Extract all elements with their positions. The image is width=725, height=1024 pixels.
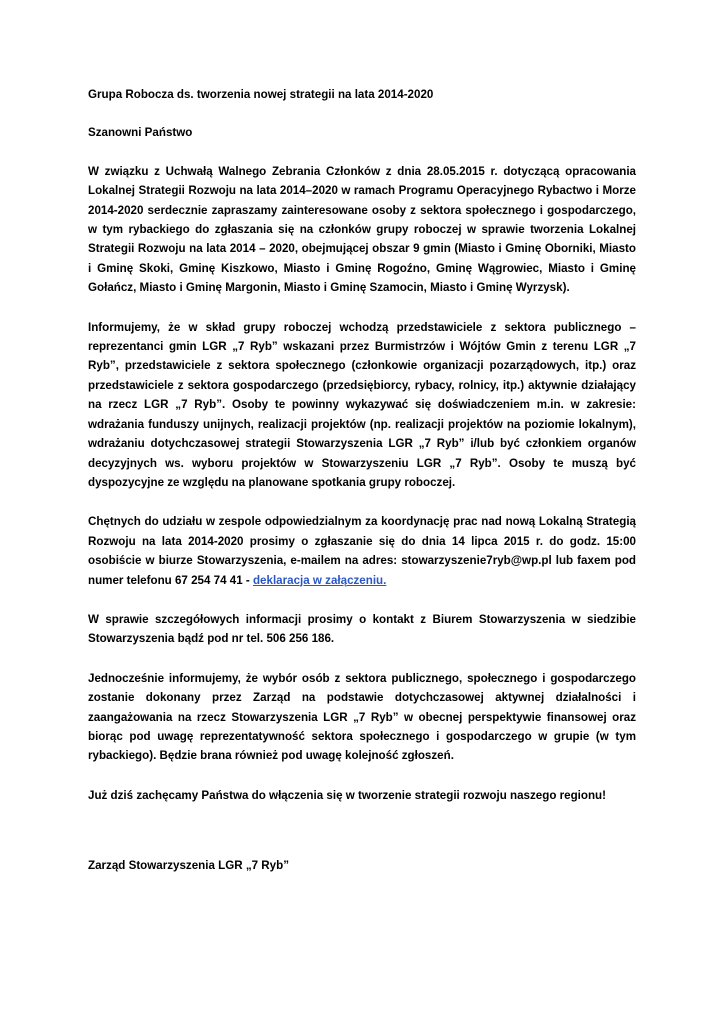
paragraph-application-text: Chętnych do udziału w zespole odpowiedzialnym za koordynację prac nad nową Lokalną Strategią Rozwoju na lata 2014-2020 prosimy o zgłaszanie się do dnia 14 lipca 2015 r. do godz. 15:00 osobiście w biurze Stowarzyszenia, e-mailem na adres: stowarzyszenie7ryb@wp.pl lub faxem pod numer telefonu 67 254 74 41 - [88,515,636,587]
paragraph-composition: Informujemy, że w skład grupy roboczej wchodzą przedstawiciele z sektora publicznego – reprezentanci gmin LGR „7 Ryb” wskazani przez Burmistrzów i Wójtów Gmin z terenu LGR „7 Ryb”, przedstawiciele z sektora społecznego (członkowie organizacji pozarządowych, itp.) oraz przedstawiciele z sektora gospodarczego (przedsiębiorcy, rybacy, rolnicy, itp.) aktywnie działający na rzecz LGR „7 Ryb”. Osoby te powinny wykazywać się doświadczeniem m.in. w zakresie: wdrażania funduszy unijnych, realizacji projektów (np. realizacji projektów na poziomie lokalnym), wdrażaniu dotychczasowej strategii Stowarzyszenia LGR „7 Ryb” i/lub być członkiem organów decyzyjnych ws. wyboru projektów w Stowarzyszeniu LGR „7 Ryb”. Osoby te muszą być dyspozycyjne ze względu na planowane spotkania grupy roboczej. [88,320,636,489]
declaration-attachment-link[interactable]: deklaracja w załączeniu. [252,573,387,587]
paragraph-application [88,512,636,590]
signature: Zarząd Stowarzyszenia LGR „7 Ryb” [88,859,290,873]
closing-statement: Już dziś zachęcamy Państwa do włączenia się w tworzenie strategii rozwoju naszego regionu! [88,788,606,802]
document-heading: Grupa Robocza ds. tworzenia nowej strategii na lata 2014-2020 [88,88,434,101]
paragraph-contact: W sprawie szczegółowych informacji prosimy o kontakt z Biurem Stowarzyszenia w siedzibie Stowarzyszenia bądź pod nr tel. 506 256 186. [88,612,636,646]
greeting: Szanowni Państwo [88,126,193,140]
paragraph-selection: Jednocześnie informujemy, że wybór osób z sektora publicznego, społecznego i gospodarczego zostanie dokonany przez Zarząd na podstawie dotychczasowej aktywnej działalności i zaangażowania na rzecz Stowarzyszenia LGR „7 Ryb” w obecnej perspektywie finansowej oraz biorąc pod uwagę reprezentatywność sektora społecznego i gospodarczego w grupie (w tym rybackiego). Będzie brana również pod uwagę kolejność zgłoszeń. [88,671,636,763]
paragraph-invitation: W związku z Uchwałą Walnego Zebrania Członków z dnia 28.05.2015 r. dotyczącą opracowania Lokalnej Strategii Rozwoju na lata 2014–2020 w ramach Programu Operacyjnego Rybactwo i Morze 2014-2020 serdecznie zapraszamy zainteresowane osoby z sektora społecznego i gospodarczego, w tym rybackiego do zgłaszania się na członków grupy roboczej w sprawie tworzenia Lokalnej Strategii Rozwoju na lata 2014 – 2020, obejmującej obszar 9 gmin (Miasto i Gminę Oborniki, Miasto i Gminę Skoki, Gminę Kiszkowo, Miasto i Gminę Rogoźno, Gminę Wągrowiec, Miasto i Gminę Gołańcz, Miasto i Gminę Margonin, Miasto i Gminę Szamocin, Miasto i Gminę Wyrzysk). [88,164,636,295]
document-page [88,85,636,876]
